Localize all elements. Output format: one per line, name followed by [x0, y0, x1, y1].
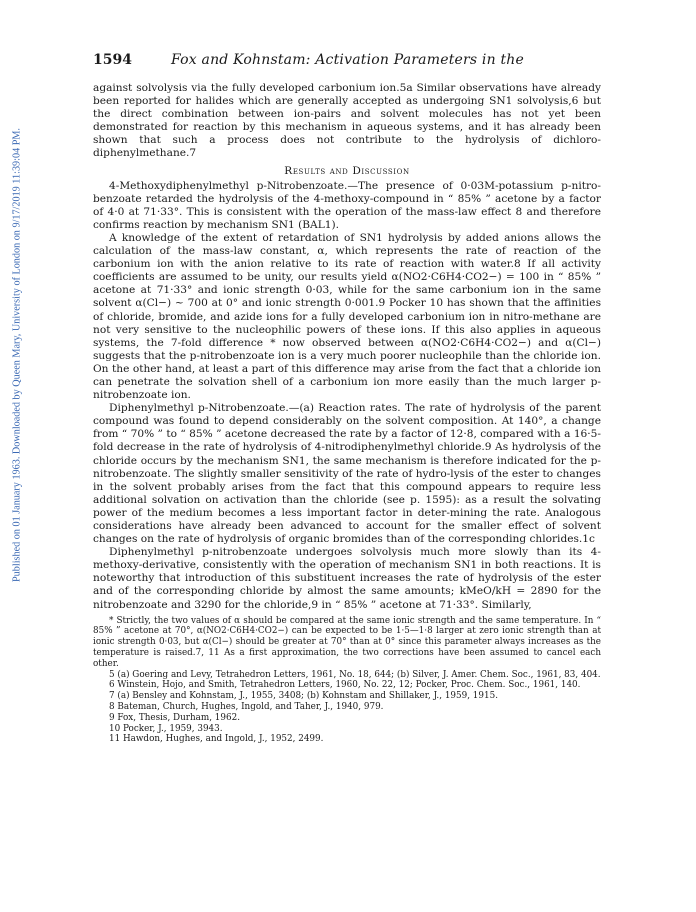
section-heading: Results and Discussion — [284, 164, 410, 177]
reference-7: 7 (a) Bensley and Kohnstam, J., 1955, 3408; (b) Kohnstam and Shillaker, J., 1959, 1915. — [109, 691, 498, 702]
watermark-text: Published on 01 January 1963. Downloaded by Queen Mary, University of London on 9/17/2019 11:39:04 PM. — [11, 128, 23, 582]
page-number: 1594 — [93, 52, 132, 68]
paragraph-mass-law: A knowledge of the extent of retardation of SN1 hydrolysis by added anions allows the calculation of the mass-law constant, α, which represents the rate of reaction of the carbonium ion with the anion relative to its rate of reaction with water.8 If all activity coefficients are assumed to be unity, our results yield α(NO2·C6H4·CO2−) = 100 in “ 85% ” acetone at 71·33° and ionic strength 0·03, while for the same carbonium ion in the same solvent α(Cl−) ~ 700 at 0° and ionic strength 0·001.9 Pocker 10 has shown that the affinities of chloride, bromide, and azide ions for a fully developed carbonium ion in nitro-methane are not very sensitive to the nucleophilic powers of these ions. If this also applies in aqueous systems, the 7-fold difference * now observed between α(NO2·C6H4·CO2−) and α(Cl−) suggests that the p-nitrobenzoate ion is a very much poorer nucleophile than the chloride ion. On the other hand, at least a part of this difference may arise from the fact that a chloride ion can penetrate the solvation shell of a carbonium ion more easily than the much larger p-nitrobenzoate ion. — [93, 231, 601, 402]
download-watermark — [10, 100, 24, 610]
article-body — [93, 82, 601, 612]
reference-11: 11 Hawdon, Hughes, and Ingold, J., 1952, 2499. — [109, 734, 324, 745]
paragraph-substituent: Diphenylmethyl p-nitrobenzoate undergoes solvolysis much more slowly than its 4-methoxy-derivative, consistently with the operation of mechanism SN1 in both reactions. It is noteworthy that introduction of this substituent increases the rate of hydrolysis of the ester and of the corresponding chloride by almost the same amounts; kMeO/kH = 2890 for the nitrobenzoate and 3290 for the chloride,9 in “ 85% ” acetone at 71·33°. Similarly, — [93, 546, 601, 611]
reference-5: 5 (a) Goering and Levy, Tetrahedron Letters, 1961, No. 18, 644; (b) Silver, J. Amer. Chem. Soc., 1961, 83, 404. — [109, 669, 601, 680]
running-title: Fox and Kohnstam: Activation Parameters in the — [171, 52, 524, 68]
paragraph-reaction-rates: Diphenylmethyl p-Nitrobenzoate.—(a) Reaction rates. The rate of hydrolysis of the parent compound was found to depend considerably on the solvent composition. At 140°, a change from “ 70% ” to “ 85% ” acetone decreased the rate by a factor of 12·8, compared with a 16·5-fold decrease in the rate of hydrolysis of 4-nitrodiphenylmethyl chloride.9 As hydrolysis of the chloride occurs by the mechanism SN1, the same mechanism is therefore indicated for the p-nitrobenzoate. The slightly smaller sensitivity of the rate of hydro-lysis of the ester to changes in the solvent probably arises from the fact that this compound appears to require less additional solvation on activation than the chloride (see p. 1595): as a result the solvating power of the medium becomes a less important factor in deter-mining the rate. Analogous considerations have already been advanced to account for the smaller effect of solvent changes on the rate of hydrolysis of organic bromides than of the corresponding chlorides.1c — [93, 402, 601, 546]
reference-9: 9 Fox, Thesis, Durham, 1962. — [109, 712, 240, 723]
reference-10: 10 Pocker, J., 1959, 3943. — [109, 723, 223, 734]
page-header — [93, 52, 601, 68]
reference-6: 6 Winstein, Hojo, and Smith, Tetrahedron Letters, 1960, No. 22, 12; Pocker, Proc. Chem. Soc., 1961, 140. — [109, 680, 581, 691]
footnote-star: * Strictly, the two values of α should be compared at the same ionic strength and the same temperature. In “ 85% ” acetone at 70°, α(NO2·C6H4·CO2−) can be expected to be 1·5—1·8 larger at zero ionic strength than at ionic strength 0·03, but α(Cl−) should be greater at 70° than at 0° since this parameter always increases as the temperature is raised.7, 11 As a first approximation, the two corrections have been assumed to cancel each other. — [93, 615, 601, 669]
reference-8: 8 Bateman, Church, Hughes, Ingold, and Taher, J., 1940, 979. — [109, 702, 384, 713]
paragraph-methoxy: 4-Methoxydiphenylmethyl p-Nitrobenzoate.—The presence of 0·03M-potassium p-nitro-benzoate retarded the hydrolysis of the 4-methoxy-compound in “ 85% ” acetone by a factor of 4·0 at 71·33°. This is consistent with the operation of the mass-law effect 8 and therefore confirms reaction by mechanism SN1 (BAL1). — [93, 179, 601, 231]
journal-page — [93, 52, 601, 745]
footnotes — [93, 616, 601, 746]
paragraph-intro: against solvolysis via the fully developed carbonium ion.5a Similar observations have already been reported for halides which are generally accepted as undergoing SN1 solvolysis,6 but the direct combination between ion-pairs and solvent molecules has not yet been demonstrated for reaction by this mechanism in aqueous systems, and it has already been shown that such a process does not contribute to the hydrolysis of dichloro-diphenylmethane.7 — [93, 82, 601, 160]
